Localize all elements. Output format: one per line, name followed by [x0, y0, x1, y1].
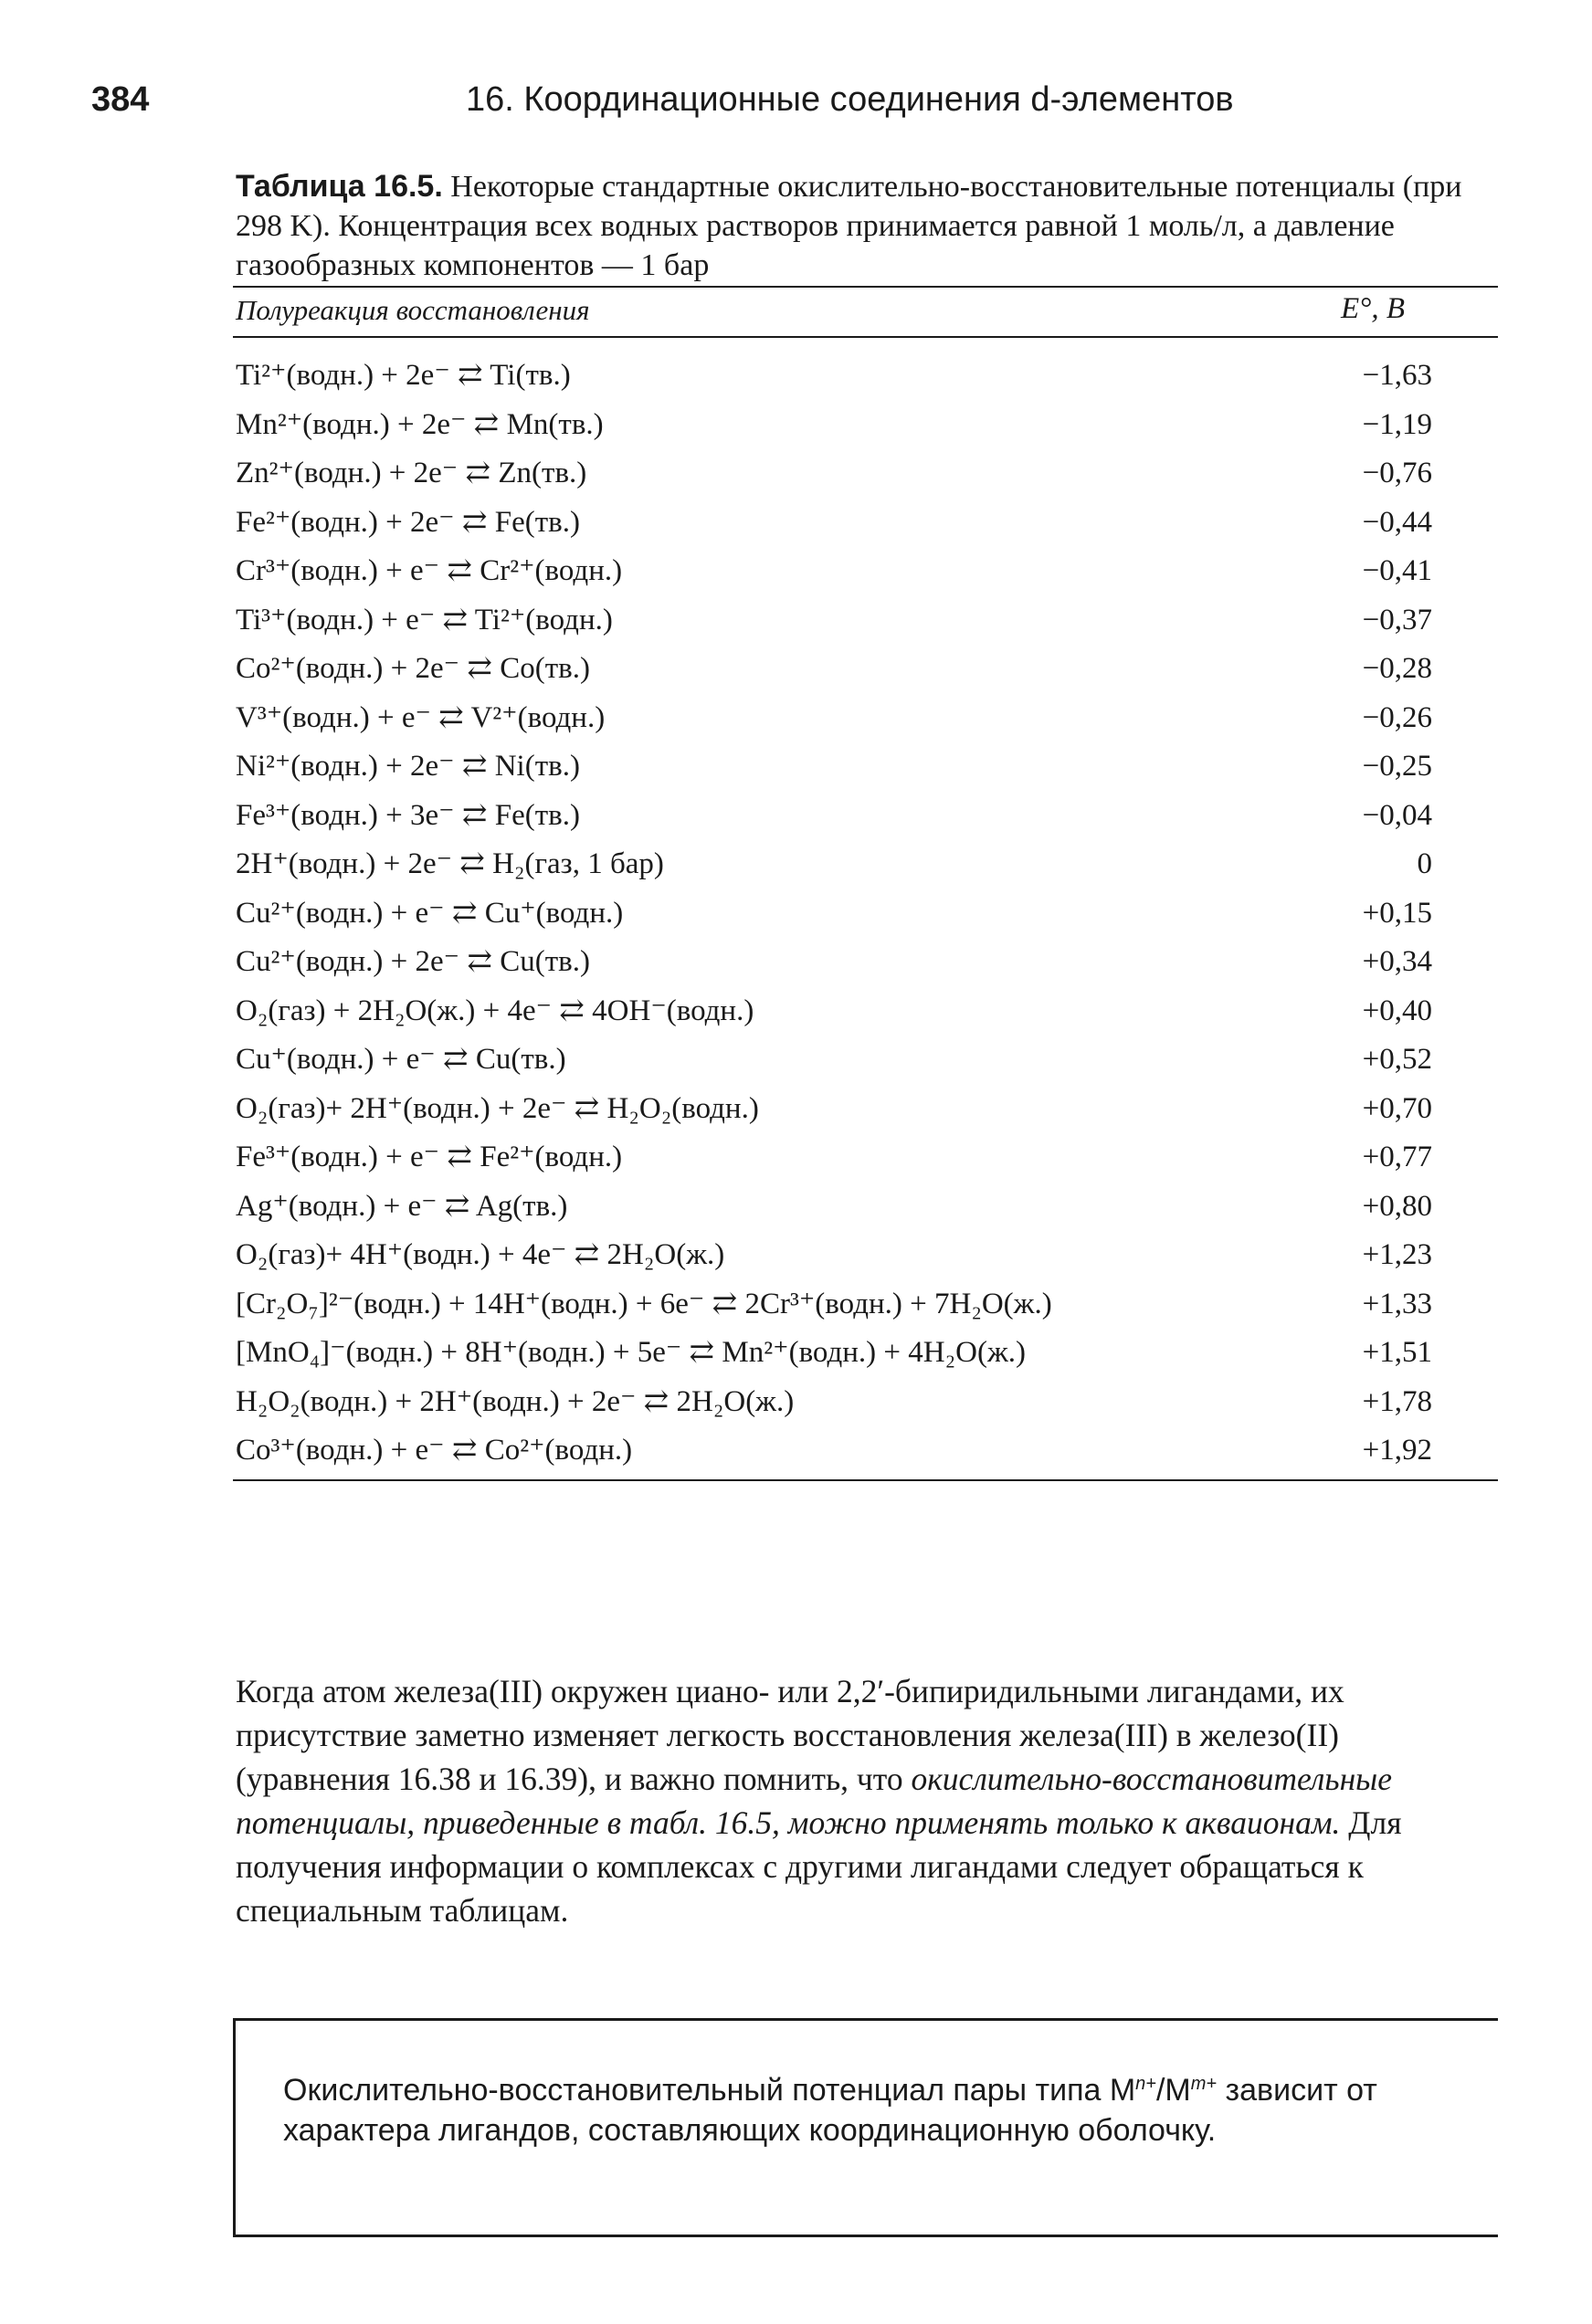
- half-reaction: Fe³⁺(водн.) + 3e⁻ ⇄ Fe(тв.): [236, 798, 580, 832]
- half-reaction: Ti³⁺(водн.) + e⁻ ⇄ Ti²⁺(водн.): [236, 603, 613, 636]
- column-header-potential: E°, B: [1341, 292, 1406, 325]
- half-reaction: Co³⁺(водн.) + e⁻ ⇄ Co²⁺(водн.): [236, 1434, 633, 1467]
- half-reaction: H₂O₂(водн.) + 2H⁺(водн.) + 2e⁻ ⇄ 2H₂O(ж.): [236, 1384, 795, 1418]
- potential-value: +1,33: [1362, 1287, 1432, 1320]
- potential-value: −0,04: [1362, 798, 1432, 832]
- half-reaction: O₂(газ)+ 2H⁺(водн.) + 2e⁻ ⇄ H₂O₂(водн.): [236, 1091, 759, 1125]
- table-row: [236, 352, 1432, 401]
- table-row: [236, 840, 1432, 889]
- half-reaction: Ni²⁺(водн.) + 2e⁻ ⇄ Ni(тв.): [236, 750, 580, 783]
- paragraph-tail: Для получения информации о комплексах с другими лигандами следует обращаться к специальным таблицам.: [236, 1804, 1402, 1929]
- half-reaction: [MnO₄]⁻(водн.) + 8H⁺(водн.) + 5e⁻ ⇄ Mn²⁺(водн.) + 4H₂O(ж.): [236, 1336, 1026, 1369]
- half-reaction: O₂(газ) + 2H₂O(ж.) + 4e⁻ ⇄ 4OH⁻(водн.): [236, 994, 754, 1027]
- table-row: [236, 742, 1432, 792]
- half-reaction: [Cr₂O₇]²⁻(водн.) + 14H⁺(водн.) + 6e⁻ ⇄ 2Cr³⁺(водн.) + 7H₂O(ж.): [236, 1287, 1052, 1320]
- table-top-rule: [233, 286, 1498, 288]
- potential-value: −0,76: [1362, 457, 1432, 489]
- table-row: [236, 596, 1432, 646]
- paragraph-text: Когда атом железа(III) окружен циано- или 2,2′-бипиридильными лигандами, их присутствие заметно изменяет легкость восстановления железа(III) в железо(II) (уравнения 16.38 и 16.39), и важно помнить, что: [236, 1673, 1344, 1797]
- table-caption-label: Таблица 16.5.: [236, 169, 443, 204]
- half-reaction: Cu⁺(водн.) + e⁻ ⇄ Cu(тв.): [236, 1043, 566, 1076]
- page-number: 384: [91, 80, 150, 119]
- note-sup-m: m+: [1190, 2074, 1218, 2094]
- table-caption-text: Некоторые стандартные окислительно-восстановительные потенциалы (при 298 K). Концентрация всех водных растворов принимается равной 1 моль/л, а давление газообразных компонентов — 1 бар: [236, 170, 1462, 282]
- half-reaction: O₂(газ)+ 4H⁺(водн.) + 4e⁻ ⇄ 2H₂O(ж.): [236, 1238, 725, 1271]
- half-reaction: Zn²⁺(водн.) + 2e⁻ ⇄ Zn(тв.): [236, 457, 587, 489]
- column-header-reaction: Полуреакция восстановления: [236, 294, 590, 326]
- box-top-border: [233, 2018, 1498, 2021]
- potential-value: +1,51: [1362, 1336, 1432, 1369]
- potential-value: +0,70: [1362, 1091, 1432, 1125]
- potential-value: +0,40: [1362, 994, 1432, 1027]
- table-bottom-rule: [233, 1479, 1498, 1481]
- half-reaction: Cu²⁺(водн.) + 2e⁻ ⇄ Cu(тв.): [236, 945, 590, 978]
- table-row: [236, 987, 1432, 1036]
- half-reaction: 2H⁺(водн.) + 2e⁻ ⇄ H₂(газ, 1 бар): [236, 847, 664, 880]
- table-row: [236, 449, 1432, 499]
- potential-value: −0,28: [1362, 652, 1432, 685]
- table-row: [236, 1280, 1432, 1330]
- note-text-after: зависит от характера лигандов, составляющих координационную оболочку.: [283, 2073, 1377, 2148]
- half-reaction: Ti²⁺(водн.) + 2e⁻ ⇄ Ti(тв.): [236, 359, 571, 392]
- potential-value: +0,52: [1362, 1043, 1432, 1076]
- potential-value: +0,77: [1362, 1141, 1432, 1173]
- half-reaction: Cu²⁺(водн.) + e⁻ ⇄ Cu⁺(водн.): [236, 896, 624, 930]
- potential-value: −1,63: [1362, 359, 1432, 392]
- half-reaction: Co²⁺(водн.) + 2e⁻ ⇄ Co(тв.): [236, 652, 590, 685]
- note-slash: /M: [1155, 2073, 1191, 2108]
- box-bottom-border: [233, 2235, 1498, 2237]
- table-caption: [236, 167, 1496, 285]
- table-header-rule: [233, 336, 1498, 338]
- table-row: [236, 645, 1432, 694]
- potential-value: −0,44: [1362, 505, 1432, 539]
- potential-value: 0: [1417, 847, 1432, 880]
- table-row: [236, 401, 1432, 450]
- table-body: [236, 352, 1432, 1476]
- running-head: 16. Координационные соединения d-элементов: [466, 80, 1234, 119]
- table-row: [236, 1378, 1432, 1427]
- half-reaction: Ag⁺(водн.) + e⁻ ⇄ Ag(тв.): [236, 1189, 568, 1223]
- table-row: [236, 547, 1432, 596]
- potential-value: +1,78: [1362, 1384, 1432, 1418]
- potential-value: +0,15: [1362, 896, 1432, 930]
- potential-value: −0,37: [1362, 603, 1432, 636]
- half-reaction: Cr³⁺(водн.) + e⁻ ⇄ Cr²⁺(водн.): [236, 554, 623, 587]
- note-text-before: Окислительно-восстановительный потенциал пары типа M: [283, 2073, 1136, 2108]
- potential-value: +0,34: [1362, 945, 1432, 978]
- half-reaction: V³⁺(водн.) + e⁻ ⇄ V²⁺(водн.): [236, 700, 606, 734]
- table-row: [236, 1133, 1432, 1183]
- potential-value: +0,80: [1362, 1189, 1432, 1223]
- table-row: [236, 938, 1432, 987]
- table-row: [236, 694, 1432, 743]
- key-point-box: [233, 2018, 1498, 2237]
- potential-value: −1,19: [1362, 407, 1432, 441]
- table-row: [236, 1183, 1432, 1232]
- box-left-border: [233, 2018, 236, 2237]
- table-row: [236, 889, 1432, 939]
- key-point-text: [283, 2070, 1461, 2150]
- potential-value: +1,23: [1362, 1238, 1432, 1271]
- potential-value: −0,26: [1362, 700, 1432, 734]
- table-row: [236, 1231, 1432, 1280]
- table-row: [236, 1036, 1432, 1085]
- table-row: [236, 1329, 1432, 1378]
- table-row: [236, 1426, 1432, 1476]
- potential-value: −0,41: [1362, 554, 1432, 587]
- table-row: [236, 1085, 1432, 1134]
- potential-value: −0,25: [1362, 750, 1432, 783]
- table-row: [236, 499, 1432, 548]
- paragraph-italic: окислительно-восстановительные потенциалы, приведенные в табл. 16.5, можно применять только к аквaионам.: [236, 1761, 1392, 1841]
- table-row: [236, 792, 1432, 841]
- potential-value: +1,92: [1362, 1434, 1432, 1467]
- half-reaction: Mn²⁺(водн.) + 2e⁻ ⇄ Mn(тв.): [236, 407, 604, 441]
- note-sup-n: n+: [1135, 2074, 1156, 2094]
- body-paragraph: [236, 1669, 1501, 1932]
- half-reaction: Fe²⁺(водн.) + 2e⁻ ⇄ Fe(тв.): [236, 505, 580, 539]
- half-reaction: Fe³⁺(водн.) + e⁻ ⇄ Fe²⁺(водн.): [236, 1141, 623, 1173]
